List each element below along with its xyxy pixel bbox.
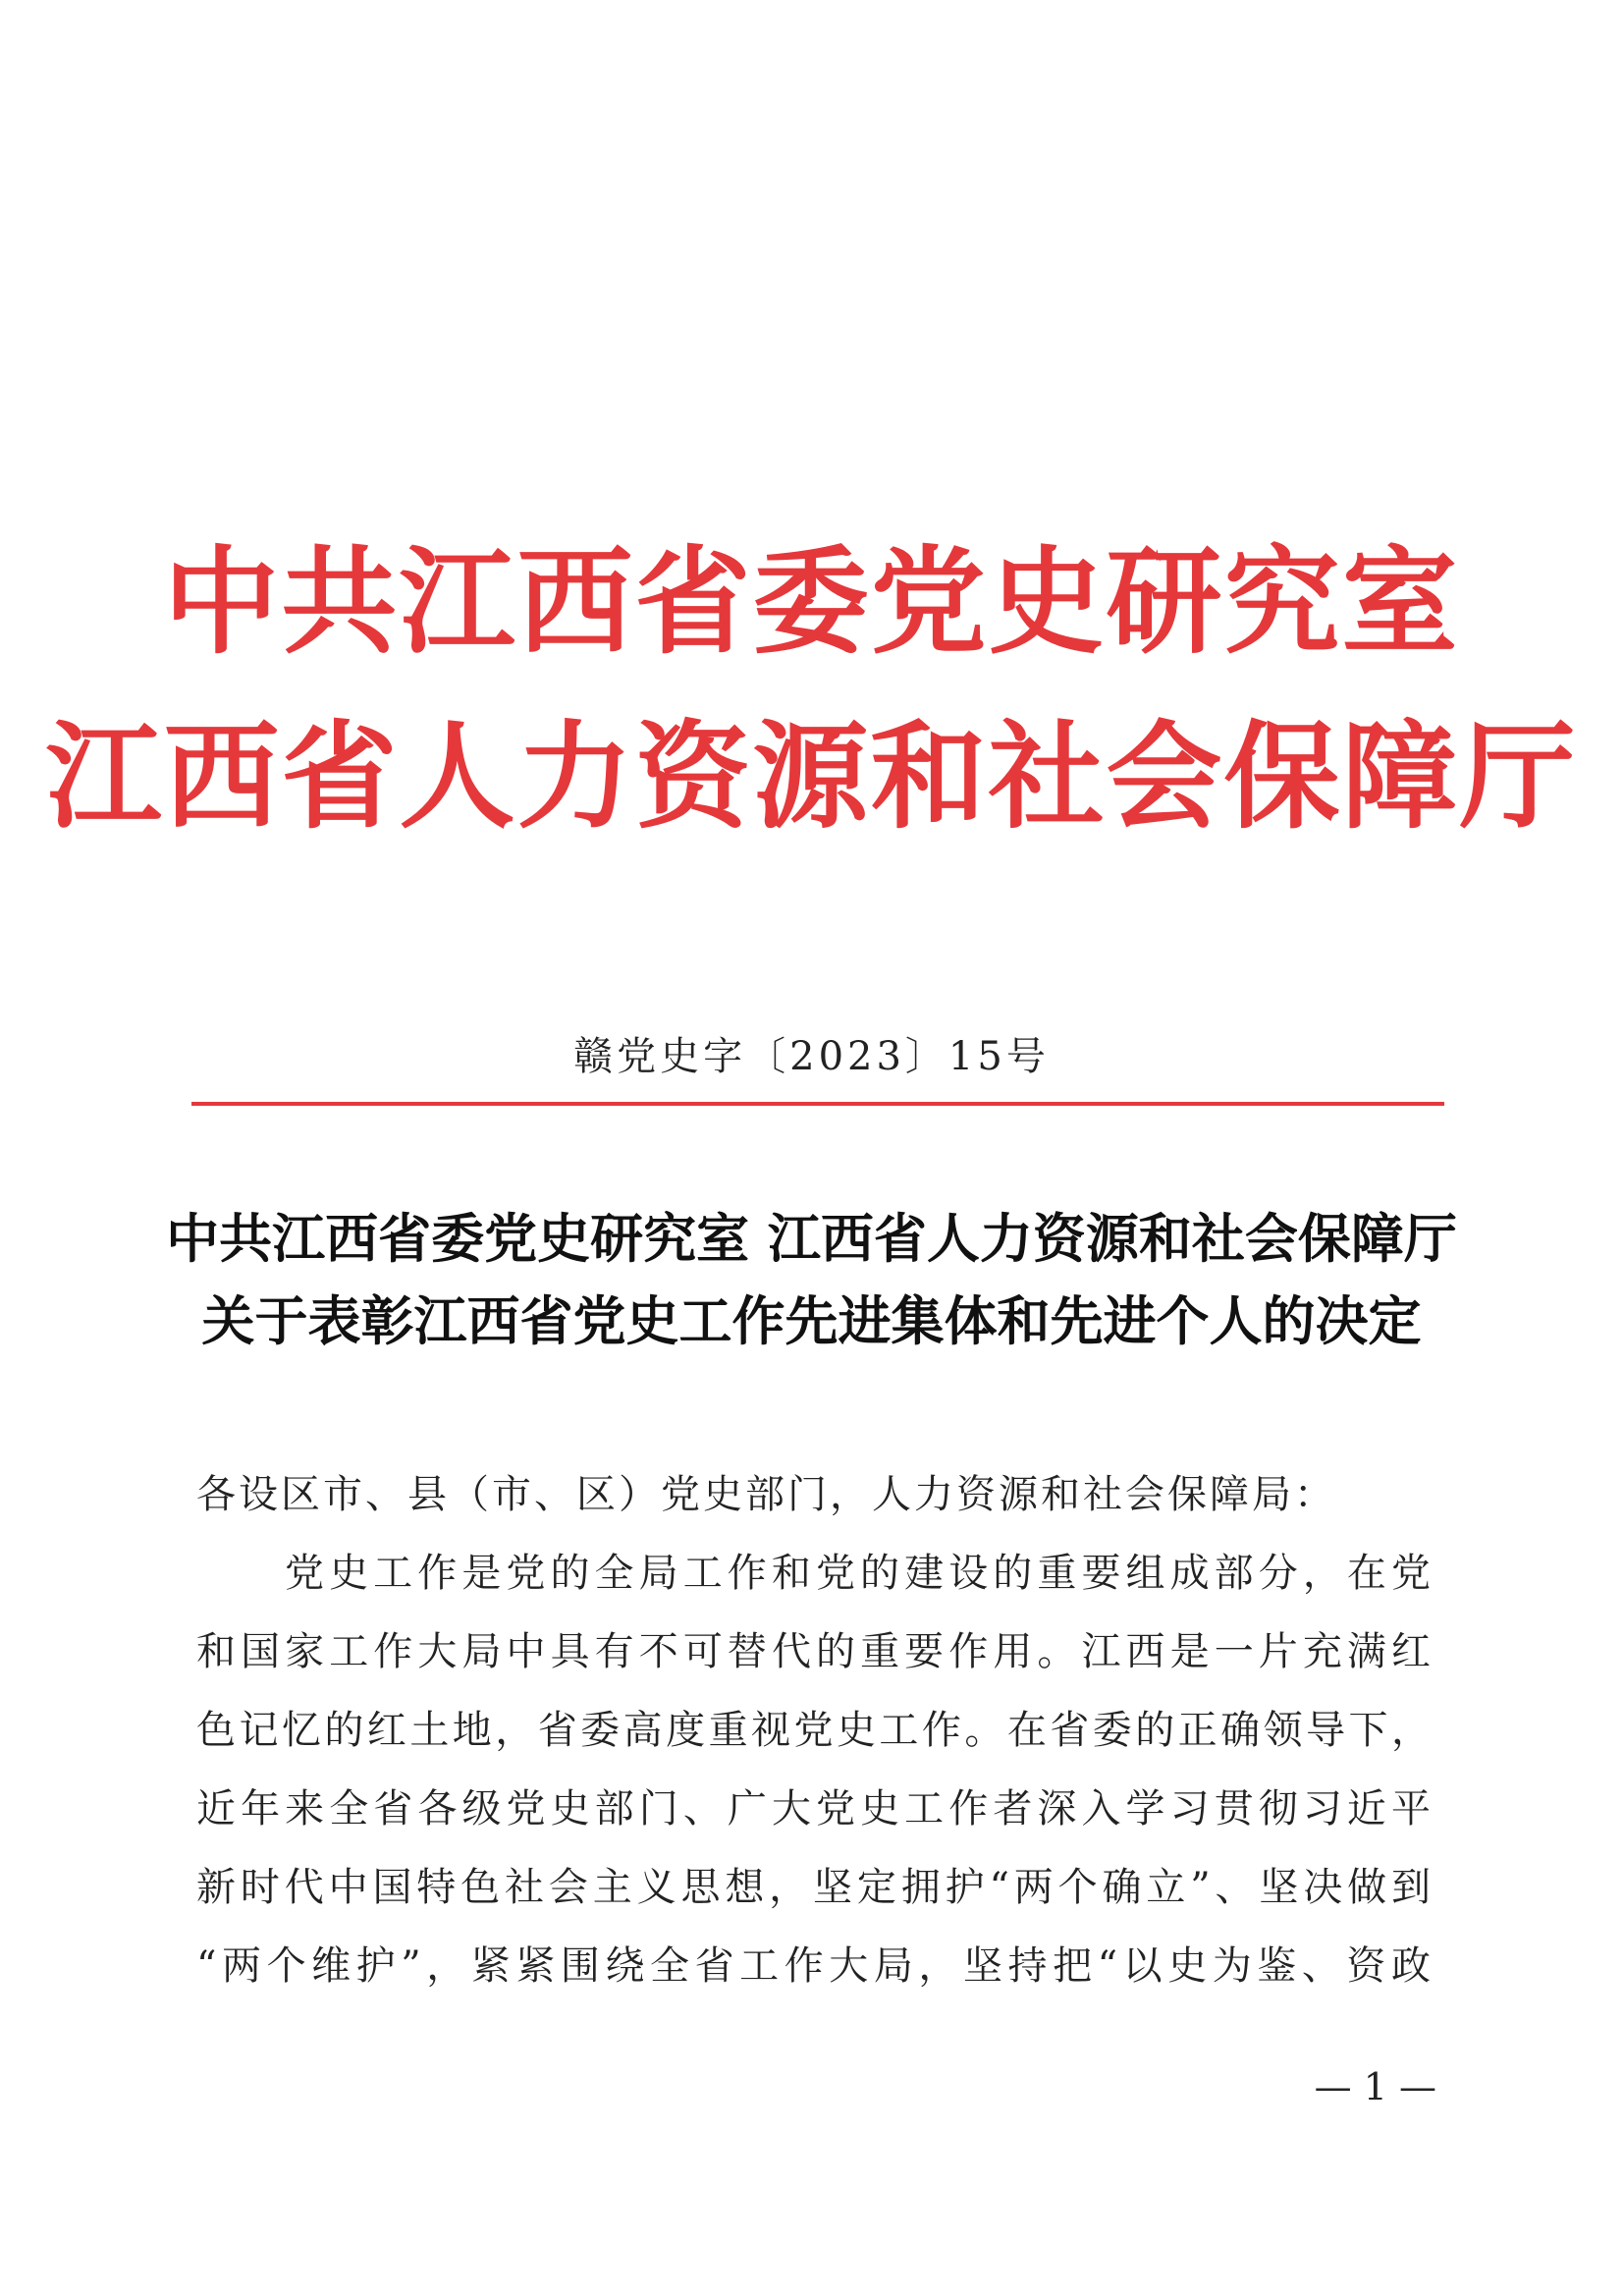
document-title-line-1: 中共江西省委党史研究室 江西省人力资源和社会保障厅 [166, 1207, 1457, 1270]
document-number: 赣党史字〔2023〕15号 [573, 1034, 1050, 1079]
paragraph-line: 新时代中国特色社会主义思想，坚定拥护“两个确立”、坚决做到 [196, 1865, 1434, 1910]
document-title-line-2: 关于表彰江西省党史工作先进集体和先进个人的决定 [201, 1289, 1422, 1352]
salutation: 各设区市、县（市、区）党史部门，人力资源和社会保障局： [196, 1472, 1336, 1517]
issuer-name-2: 江西省人力资源和社会保障厅 [45, 708, 1578, 845]
paragraph-line: 和国家工作大局中具有不可替代的重要作用。江西是一片充满红 [196, 1629, 1434, 1674]
page-number: — 1 — [1314, 2065, 1436, 2108]
paragraph-line: 近年来全省各级党史部门、广大党史工作者深入学习贯彻习近平 [196, 1786, 1434, 1831]
paragraph-line: 党史工作是党的全局工作和党的建设的重要组成部分，在党 [285, 1551, 1434, 1596]
paragraph-line: 色记忆的红土地，省委高度重视党史工作。在省委的正确领导下， [196, 1708, 1434, 1753]
paragraph-line: “两个维护”，紧紧围绕全省工作大局，坚持把“以史为鉴、资政 [196, 1943, 1434, 1989]
red-divider-line [191, 1102, 1444, 1106]
issuer-name-1: 中共江西省委党史研究室 [163, 533, 1460, 670]
